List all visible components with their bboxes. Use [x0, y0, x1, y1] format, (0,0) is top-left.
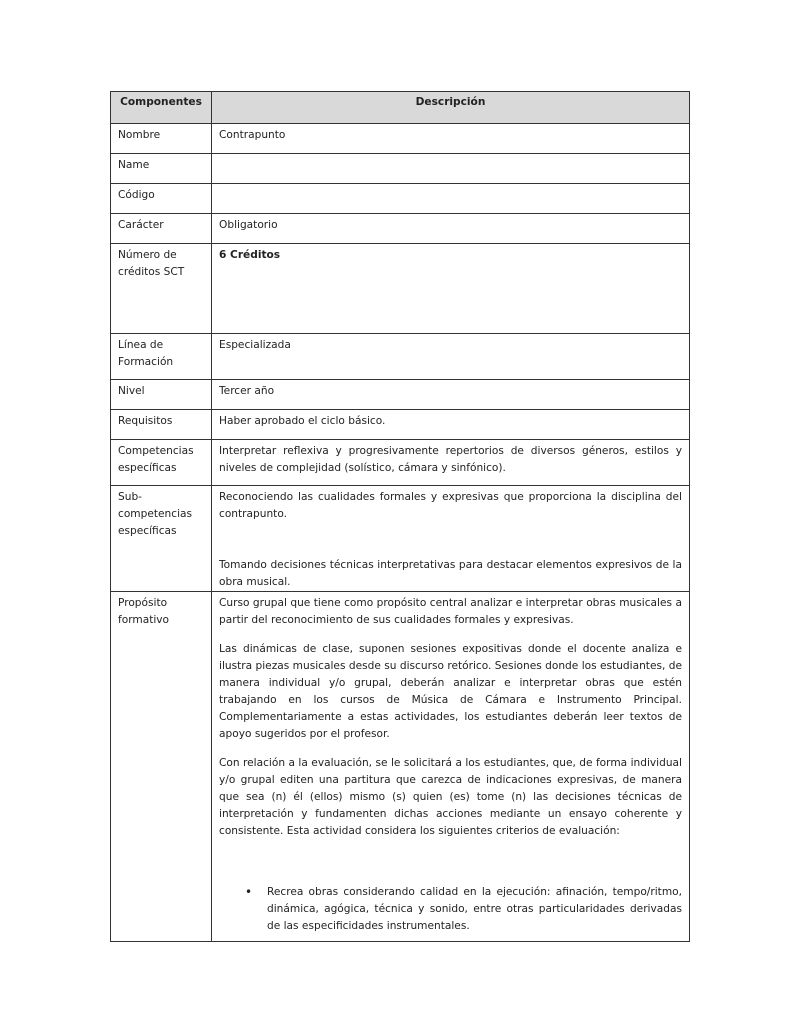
subcompetencia-1: Reconociendo las cualidades formales y expresivas que proporciona la disciplina del contrapunto. — [219, 491, 682, 520]
row-value-creditos: 6 Créditos — [212, 244, 690, 334]
row-value-name — [212, 154, 690, 184]
row-label-requisitos: Requisitos — [111, 410, 212, 440]
row-label-nombre: Nombre — [111, 124, 212, 154]
row-label-caracter: Carácter — [111, 214, 212, 244]
table-row — [111, 214, 690, 244]
row-value-nombre: Contrapunto — [212, 124, 690, 154]
bullet-icon: • — [245, 885, 253, 899]
table-row — [111, 410, 690, 440]
row-value-requisitos: Haber aprobado el ciclo básico. — [212, 410, 690, 440]
course-table — [110, 91, 690, 942]
row-label-name: Name — [111, 154, 212, 184]
proposito-paragraph: Las dinámicas de clase, suponen sesiones expositivas donde el docente analiza e ilustra piezas musicales desde su discurso retórico. Sesiones donde los estudiantes, de manera individual y/o grupal, deberán analizar e interpretar obras que estén trabajando en los cursos de Música de Cámara e Instrumento Principal. Complementariamente a estas actividades, los estudiantes deberán leer textos de apoyo sugeridos por el profesor. — [219, 643, 682, 740]
table-row — [111, 592, 690, 942]
row-value-codigo — [212, 184, 690, 214]
row-value-proposito — [212, 592, 690, 942]
table-row — [111, 380, 690, 410]
proposito-paragraph: Con relación a la evaluación, se le solicitará a los estudiantes, que, de forma individual y/o grupal editen una partitura que carezca de indicaciones expresivas, de manera que sea (n) él (ellos) mismo (s) quien (es) tome (n) las decisiones técnicas de interpretación y fundamenten dichas acciones mediante un ensayo coherente y consistente. Esta actividad considera los siguientes criterios de evaluación: — [219, 757, 682, 837]
table-row — [111, 486, 690, 592]
list-item — [245, 884, 682, 935]
row-label-subcompetencias: Sub-competencias específicas — [111, 486, 212, 592]
table-row — [111, 154, 690, 184]
table-row — [111, 440, 690, 486]
header-row — [111, 92, 690, 124]
row-value-nivel: Tercer año — [212, 380, 690, 410]
row-label-proposito: Propósito formativo — [111, 592, 212, 942]
header-description: Descripción — [212, 92, 690, 124]
table-row — [111, 184, 690, 214]
row-value-subcompetencias — [212, 486, 690, 592]
row-value-competencias: Interpretar reflexiva y progresivamente repertorios de diversos géneros, estilos y niveles de complejidad (solístico, cámara y sinfónico). — [212, 440, 690, 486]
row-label-linea: Línea de Formación — [111, 334, 212, 380]
table-row — [111, 124, 690, 154]
row-label-codigo: Código — [111, 184, 212, 214]
criteria-list — [219, 884, 682, 935]
row-value-linea: Especializada — [212, 334, 690, 380]
row-label-competencias: Competencias específicas — [111, 440, 212, 486]
criterion-text: Recrea obras considerando calidad en la ejecución: afinación, tempo/ritmo, dinámica, agógica, técnica y sonido, entre otras particularidades derivadas de las especificidades instrumentales. — [267, 886, 682, 932]
table-row — [111, 244, 690, 334]
proposito-paragraph: Curso grupal que tiene como propósito central analizar e interpretar obras musicales a partir del reconocimiento de sus cualidades formales y expresivas. — [219, 597, 682, 626]
row-label-nivel: Nivel — [111, 380, 212, 410]
subcompetencia-2: Tomando decisiones técnicas interpretativas para destacar elementos expresivos de la obra musical. — [219, 559, 682, 588]
row-label-creditos: Número de créditos SCT — [111, 244, 212, 334]
row-value-caracter: Obligatorio — [212, 214, 690, 244]
table-row — [111, 334, 690, 380]
header-components: Componentes — [111, 92, 212, 124]
